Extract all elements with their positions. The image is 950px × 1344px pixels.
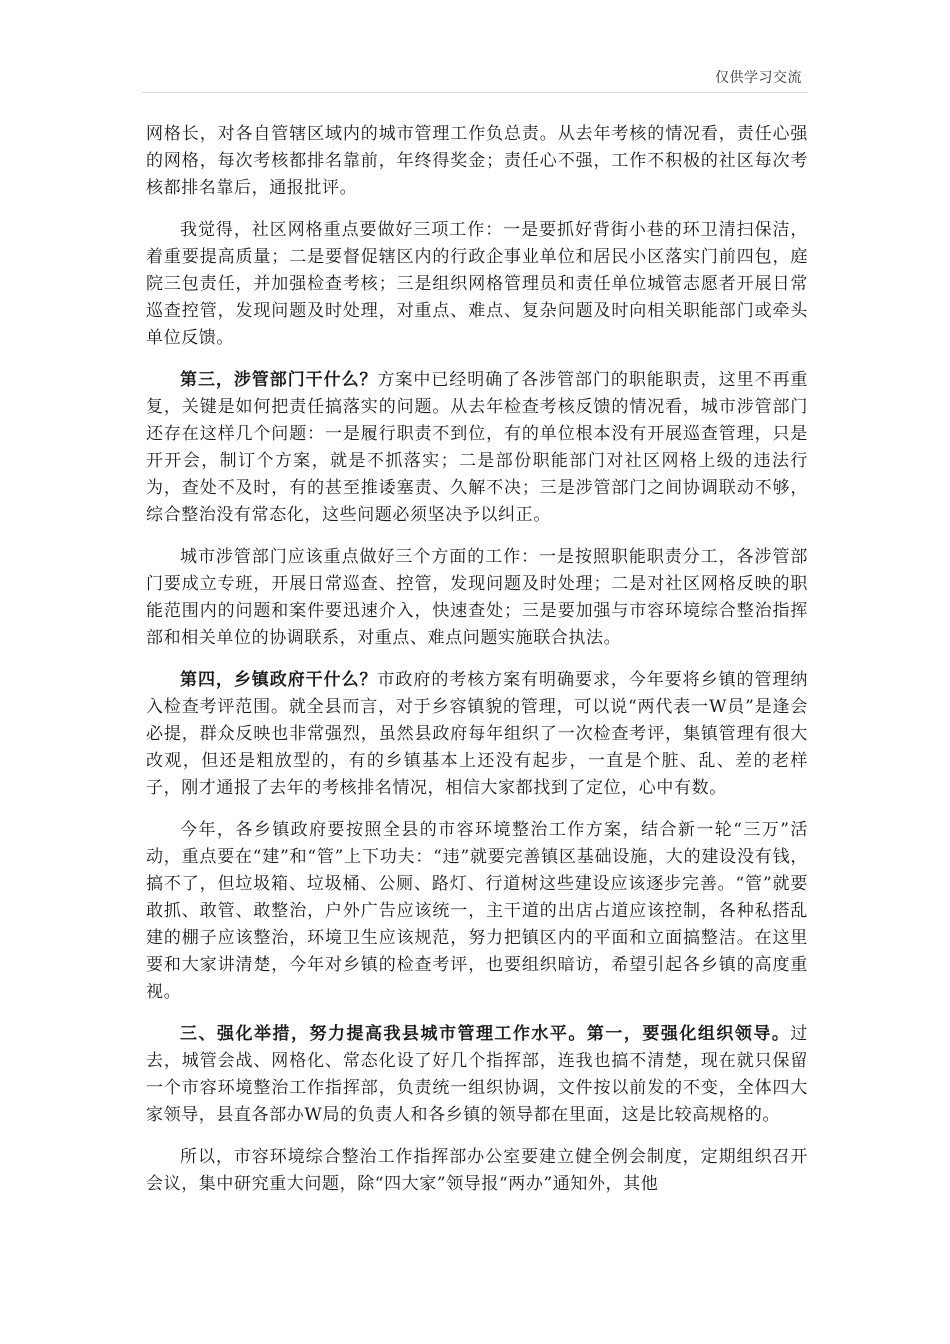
paragraph-text: 城市涉管部门应该重点做好三个方面的工作：一是按照职能职责分工，各涉管部门要成立专班，开展日常巡查、控管，发现问题及时处理；二是对社区网格反映的职能范围内的问题和案件要迅速介入，快速查处；三是要加强与市容环境综合整治指挥部和相关单位的协调联系，对重点、难点问题实施联合执法。 — [146, 547, 808, 648]
header-divider — [142, 92, 808, 93]
paragraph-text: 方案中已经明确了各涉管部门的职能职责，这里不再重复，关键是如何把责任搞落实的问题。从去年检查考核反馈的情况看，城市涉管部门还存在这样几个问题：一是履行职责不到位，有的单位根本没有开展巡查管理，只是开开会，制订个方案，就是不抓落实；二是部份职能部门对社区网格上级的违法行为，查处不及时，有的甚至推诿塞责、久解不决；三是涉管部门之间协调联动不够，综合整治没有常态化，这些问题必须坚决予以纠正。 — [146, 370, 808, 525]
header-note: 仅供学习交流 — [715, 70, 802, 86]
paragraph-text: 所以，市容环境综合整治工作指挥部办公室要建立健全例会制度，定期组织召开会议，集中研究重大问题，除“四大家”领导报“两办”通知外，其他 — [146, 1147, 808, 1194]
paragraph-6 — [146, 817, 808, 1006]
paragraph-text: 今年，各乡镇政府要按照全县的市容环境整治工作方案，结合新一轮“三万”活动，重点要在“建”和“管”上下功夫：“违”就要完善镇区基础设施，大的建设没有钱，搞不了，但垃圾箱、垃圾桶、公厕、路灯、行道树这些建设应该逐步完善。“管”就要敢抓、敢管、敢整治，户外广告应该统一，主干道的出店占道应该控制，各种私搭乱建的棚子应该整治，环境卫生应该规范，努力把镇区内的平面和立面搞整洁。在这里要和大家讲清楚，今年对乡镇的检查考评，也要组织暗访，希望引起各乡镇的高度重视。 — [146, 820, 808, 1002]
paragraph-text: 网格长，对各自管辖区域内的城市管理工作负总责。从去年考核的情况看，责任心强的网格，每次考核都排名靠前，年终得奖金；责任心不强，工作不积极的社区每次考核都排名靠后，通报批评。 — [146, 124, 808, 198]
paragraph-2 — [146, 217, 808, 352]
paragraph-4 — [146, 544, 808, 652]
paragraph-lead: 第三，涉管部门干什么？ — [180, 370, 378, 390]
paragraph-8 — [146, 1144, 808, 1198]
paragraph-1 — [146, 121, 808, 202]
document-body — [146, 121, 808, 1213]
paragraph-lead: 第四，乡镇政府干什么？ — [180, 670, 378, 690]
paragraph-text: 过去，城管会战、网格化、常态化设了好几个指挥部，连我也搞不清楚，现在就只保留一个市容环境整治工作指挥部，负责统一组织协调，文件按以前发的不变，全体四大家领导，县直各部办W局的负责人和各乡镇的领导都在里面，这是比较高规格的。 — [146, 1024, 808, 1125]
paragraph-3 — [146, 367, 808, 529]
paragraph-lead: 三、强化举措，努力提高我县城市管理工作水平。第一，要强化组织领导。 — [180, 1024, 791, 1044]
paragraph-text: 我觉得，社区网格重点要做好三项工作：一是要抓好背街小巷的环卫清扫保洁，着重要提高质量；二是要督促辖区内的行政企事业单位和居民小区落实门前四包，庭院三包责任，并加强检查考核；三是组织网格管理员和责任单位城管志愿者开展日常巡查控管，发现问题及时处理，对重点、难点、复杂问题及时向相关职能部门或牵头单位反馈。 — [146, 220, 808, 348]
paragraph-7 — [146, 1021, 808, 1129]
paragraph-5 — [146, 667, 808, 802]
paragraph-text: 市政府的考核方案有明确要求，今年要将乡镇的管理纳入检查考评范围。就全县而言，对于乡容镇貌的管理，可以说“两代表一W员”是逢会必提，群众反映也非常强烈，虽然县政府每年组织了一次检查考评，集镇管理有很大改观，但还是粗放型的，有的乡镇基本上还没有起步，一直是个脏、乱、差的老样子，刚才通报了去年的考核排名情况，相信大家都找到了定位，心中有数。 — [146, 670, 808, 798]
